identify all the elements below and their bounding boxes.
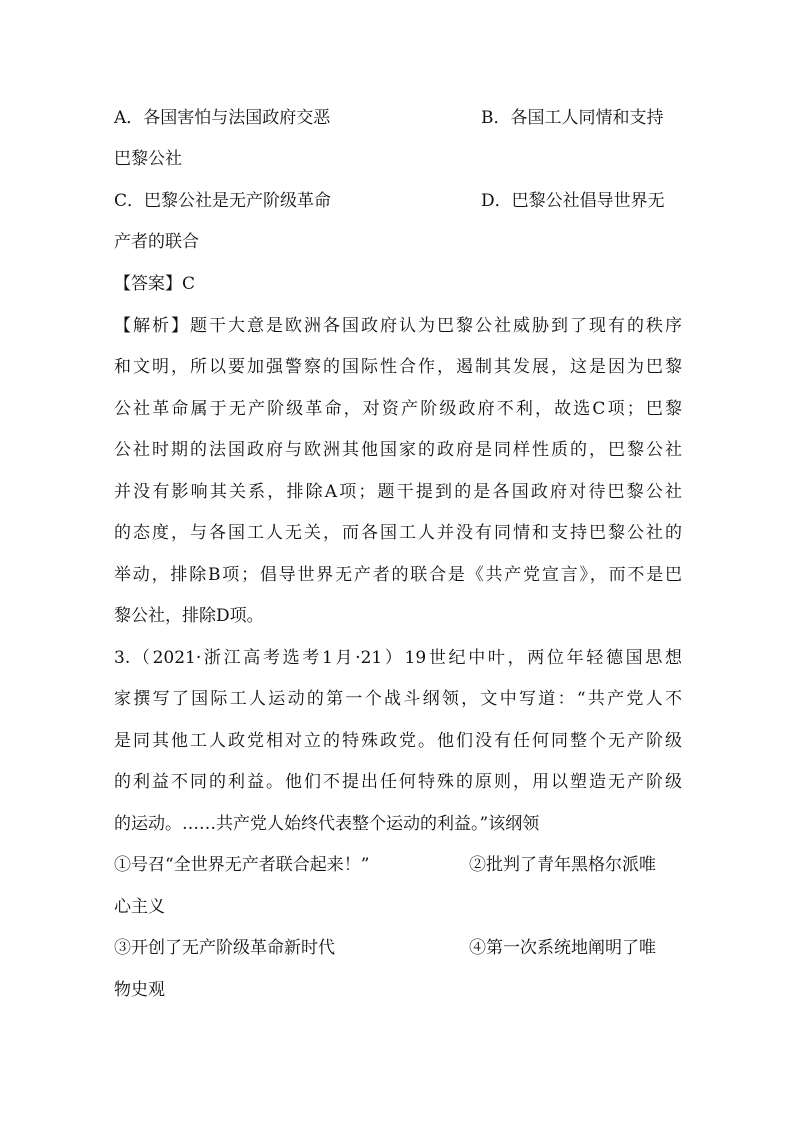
analysis-line: 举动，排除B项；倡导世界无产者的联合是《共产党宣言》，而不是巴 — [114, 565, 682, 585]
option-b: B．各国工人同情和支持 — [481, 108, 664, 128]
option-4: ④第一次系统地阐明了唯 — [469, 938, 656, 958]
option-4-continuation: 物史观 — [114, 980, 165, 1000]
analysis-line: 公社革命属于无产阶级革命，对资产阶级政府不利，故选C项；巴黎 — [114, 399, 682, 419]
analysis-line: 【解析】题干大意是欧洲各国政府认为巴黎公社威胁到了现有的秩序 — [114, 316, 682, 336]
question-stem-line: 家撰写了国际工人运动的第一个战斗纲领，文中写道：“共产党人不 — [114, 689, 682, 709]
option-1: ①号召“全世界无产者联合起来！” — [114, 855, 370, 875]
option-2-continuation: 心主义 — [114, 897, 165, 917]
option-c: C．巴黎公社是无产阶级革命 — [114, 191, 332, 211]
analysis-line: 和文明，所以要加强警察的国际性合作，遏制其发展，这是因为巴黎 — [114, 357, 682, 377]
option-2: ②批判了青年黑格尔派唯 — [469, 855, 656, 875]
option-b-continuation: 巴黎公社 — [114, 149, 182, 169]
option-d: D．巴黎公社倡导世界无 — [481, 191, 665, 211]
option-a: A．各国害怕与法国政府交恶 — [114, 108, 331, 128]
question-stem-line: 的利益不同的利益。他们不提出任何特殊的原则，用以塑造无产阶级 — [114, 772, 682, 792]
analysis-line: 的态度，与各国工人无关，而各国工人并没有同情和支持巴黎公社的 — [114, 523, 682, 543]
question-stem-line: 的运动。……共产党人始终代表整个运动的利益。”该纲领 — [114, 814, 540, 834]
analysis-line: 并没有影响其关系，排除A项；题干提到的是各国政府对待巴黎公社 — [114, 482, 682, 502]
option-3: ③开创了无产阶级革命新时代 — [114, 938, 335, 958]
analysis-line: 黎公社，排除D项。 — [114, 606, 264, 626]
question-stem-line: 是同其他工人政党相对立的特殊政党。他们没有任何同整个无产阶级 — [114, 731, 682, 751]
option-d-continuation: 产者的联合 — [114, 232, 199, 252]
analysis-line: 公社时期的法国政府与欧洲其他国家的政府是同样性质的，巴黎公社 — [114, 440, 682, 460]
answer-label: 【答案】C — [114, 274, 196, 294]
question-stem-line: 3.（2021·浙江高考选考1月·21）19世纪中叶，两位年轻德国思想 — [114, 648, 682, 668]
